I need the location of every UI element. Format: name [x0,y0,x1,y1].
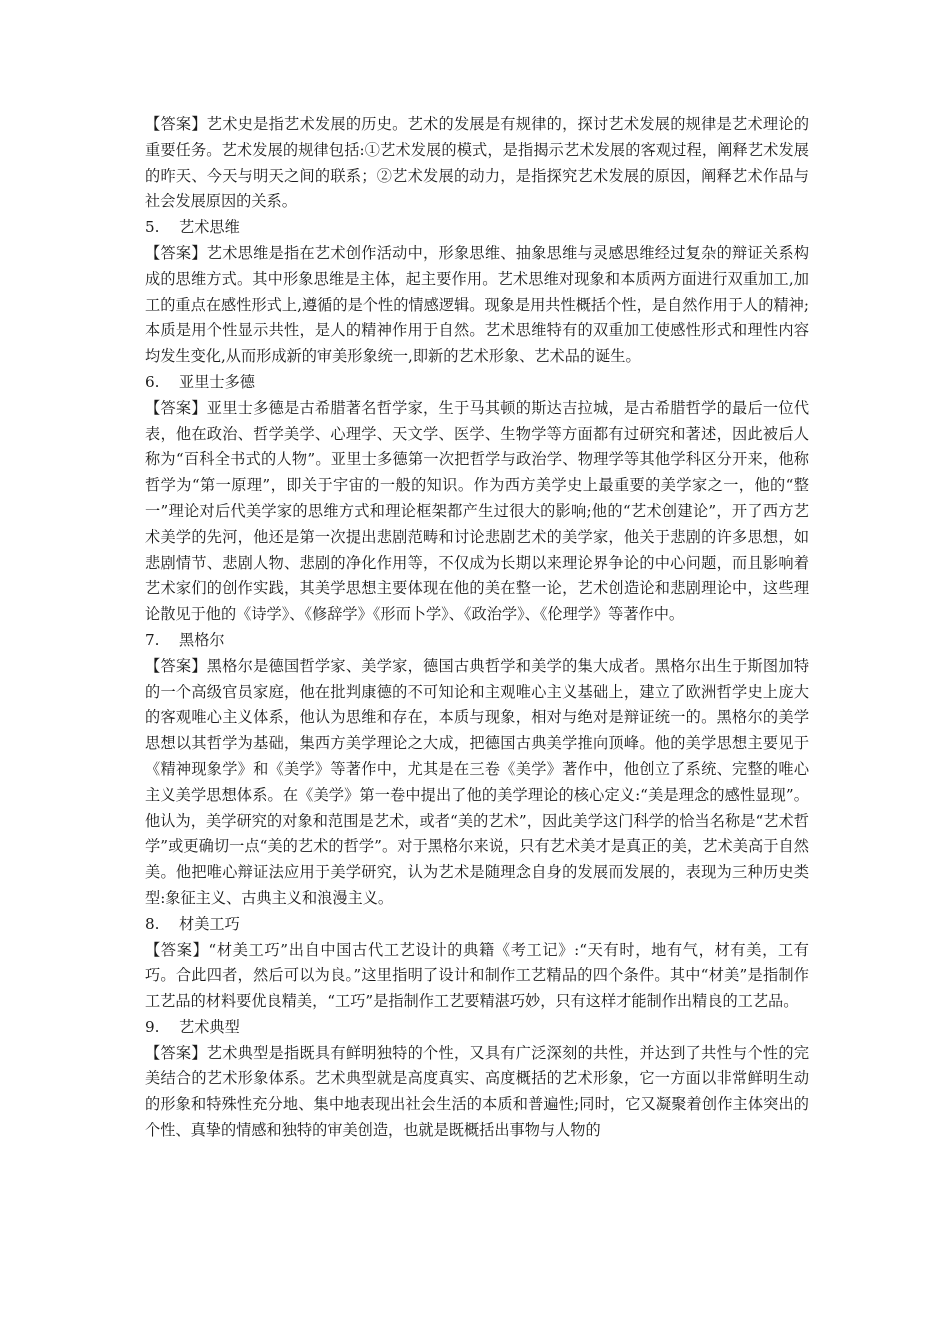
term-heading [145,628,809,654]
document-body [145,112,809,1144]
term-number: 9. [145,1017,160,1036]
term-title: 黑格尔 [179,630,225,649]
answer-paragraph: 【答案】亚里士多德是古希腊著名哲学家，生于马其顿的斯达吉拉城，是古希腊哲学的最后一位代表，他在政治、哲学美学、心理学、天文学、医学、生物学等方面都有过研究和著述，因此被后人称为“百科全书式的人物”。亚里士多德第一次把哲学与政治学、物理学等其他学科区分开来，他称哲学为“第一原理”，即关于宇宙的一般的知识。作为西方美学史上最重要的美学家之一，他的“整一”理论对后代美学家的思维方式和理论框架都产生过很大的影响;他的“艺术创建论”，开了西方艺术美学的先河，他还是第一次提出悲剧范畴和讨论悲剧艺术的美学家，他关于悲剧的许多思想，如悲剧情节、悲剧人物、悲剧的净化作用等，不仅成为长期以来理论界争论的中心问题，而且影响着艺术家们的创作实践，其美学思想主要体现在他的美在整一论，艺术创造论和悲剧理论中，这些理论散见于他的《诗学》、《修辞学》《形而卜学》、《政治学》、《伦理学》等著作中。 [145,398,809,624]
term-heading [145,1015,809,1041]
term-number: 8. [145,914,160,933]
answer-paragraph: 【答案】黑格尔是德国哲学家、美学家，德国古典哲学和美学的集大成者。黑格尔出生于斯图加特的一个高级官员家庭，他在批判康德的不可知论和主观唯心主义基础上，建立了欧洲哲学史上庞大的客观唯心主义体系，他认为思维和存在，本质与现象，相对与绝对是辩证统一的。黑格尔的美学思想以其哲学为基础，集西方美学理论之大成，把德国古典美学推向顶峰。他的美学思想主要见于《精神现象学》和《美学》等著作中，尤其是在三卷《美学》著作中，他创立了系统、完整的唯心主义美学思想体系。在《美学》第一卷中提出了他的美学理论的核心定义:“美是理念的感性显现”。他认为，美学研究的对象和范围是艺术，或者“美的艺术”，因此美学这门科学的恰当名称是“艺术哲学”或更确切一点“美的艺术的哲学”。对于黑格尔来说，只有艺术美才是真正的美，艺术美高于自然美。他把唯心辩证法应用于美学研究，认为艺术是随理念自身的发展而发展的，表现为三种历史类型:象征主义、古典主义和浪漫主义。 [145,656,809,907]
term-title: 材美工巧 [179,914,240,933]
term-heading [145,370,809,396]
term-title: 艺术典型 [179,1017,240,1036]
term-heading [145,912,809,938]
term-title: 艺术思维 [179,218,240,237]
answer-paragraph: 【答案】“材美工巧”出自中国古代工艺设计的典籍《考工记》:“天有时，地有气，材有美，工有巧。合此四者，然后可以为良。”这里指明了设计和制作工艺精品的四个条件。其中“材美”是指制作工艺品的材料要优良精美，“工巧”是指制作工艺要精湛巧妙，只有这样才能制作出精良的工艺品。 [145,940,809,1011]
answer-paragraph: 【答案】艺术思维是指在艺术创作活动中，形象思维、抽象思维与灵感思维经过复杂的辩证关系构成的思维方式。其中形象思维是主体，起主要作用。艺术思维对现象和本质两方面进行双重加工,加工的重点在感性形式上,遵循的是个性的情感逻辑。现象是用共性概括个性，是自然作用于人的精神;本质是用个性显示共性，是人的精神作用于自然。艺术思维特有的双重加工使感性形式和理性内容均发生变化,从而形成新的审美形象统一,即新的艺术形象、艺术品的诞生。 [145,243,809,366]
term-title: 亚里士多德 [179,372,255,391]
term-number: 7. [145,630,160,649]
term-heading [145,215,809,241]
term-number: 6. [145,372,160,391]
term-number: 5. [145,218,160,237]
answer-paragraph: 【答案】艺术史是指艺术发展的历史。艺术的发展是有规律的，探讨艺术发展的规律是艺术理论的重要任务。艺术发展的规律包括:①艺术发展的模式，是指揭示艺术发展的客观过程，阐释艺术发展的昨天、今天与明天之间的联系；②艺术发展的动力，是指探究艺术发展的原因，阐释艺术作品与社会发展原因的关系。 [145,115,809,211]
answer-paragraph: 【答案】艺术典型是指既具有鲜明独特的个性，又具有广泛深刻的共性，并达到了共性与个性的完美结合的艺术形象体系。艺术典型就是高度真实、高度概括的艺术形象，它一方面以非常鲜明生动的形象和特殊性充分地、集中地表现出社会生活的本质和普遍性;同时，它又凝聚着创作主体突出的个性、真挚的情感和独特的审美创造，也就是既概括出事物与人物的 [145,1043,809,1140]
